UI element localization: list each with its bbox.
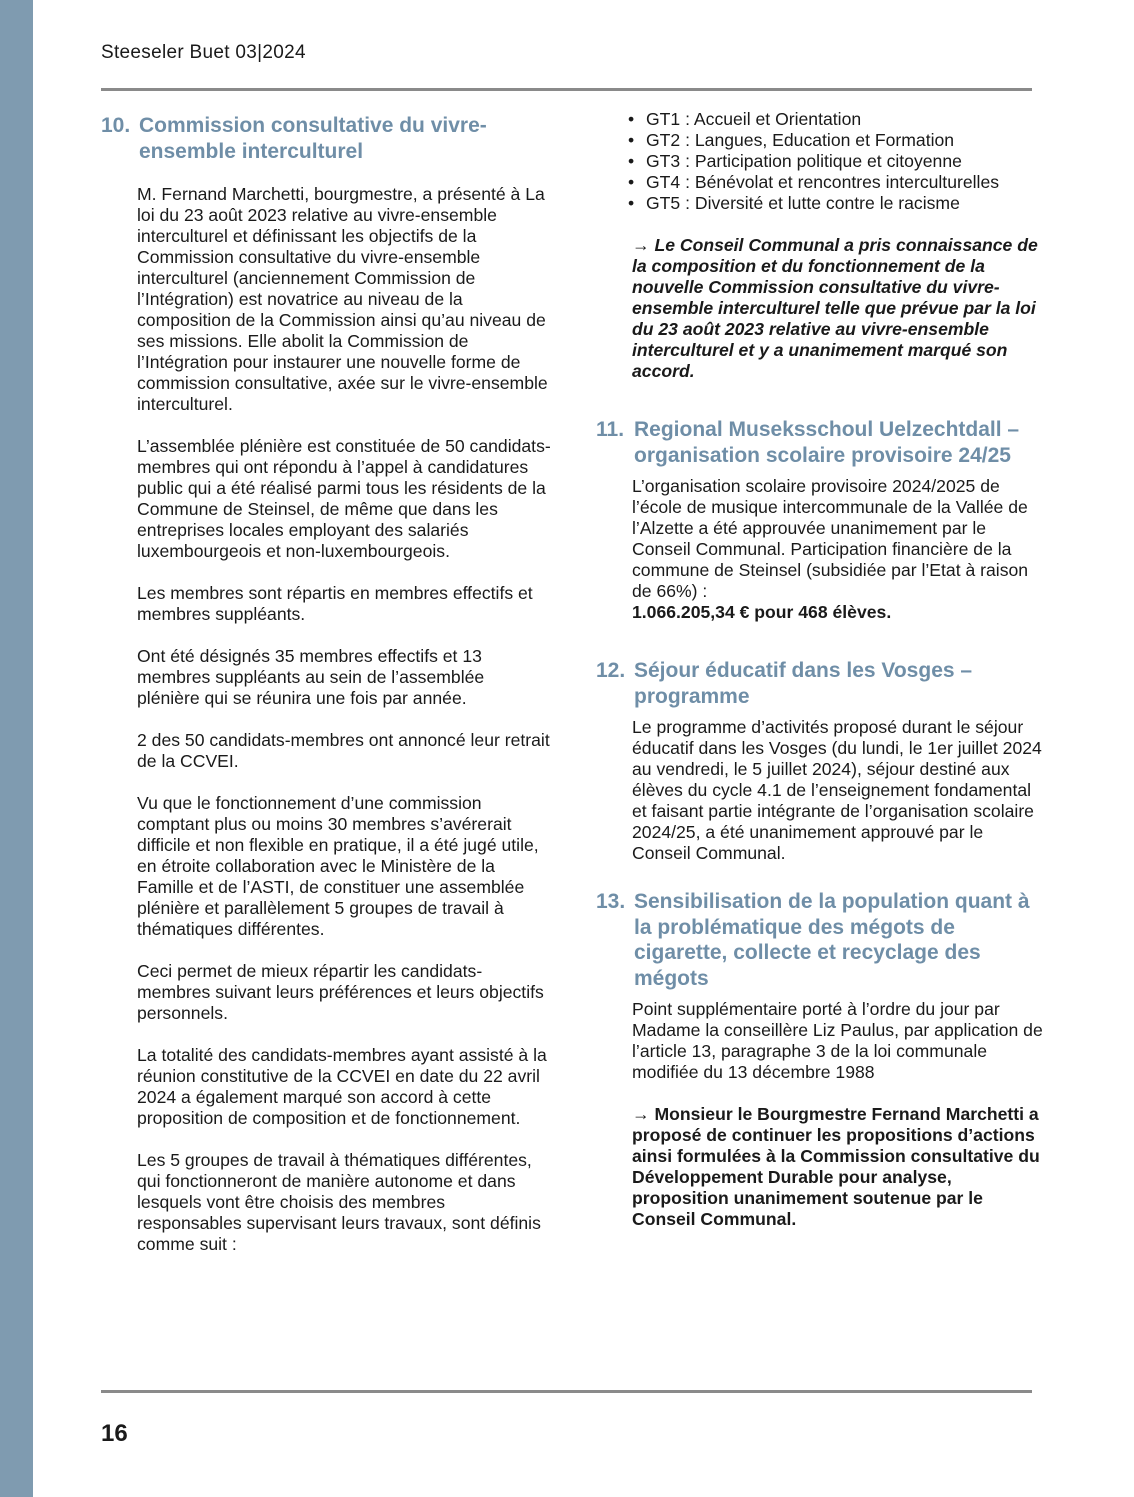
paragraph: Point supplémentaire porté à l’ordre du jour par Madame la conseillère Liz Paulus, par application de l’article 13, paragraphe 3 de la loi communale modifiée du 13 décembre 1988 (632, 999, 1043, 1082)
section-13-body (632, 999, 1046, 1230)
paragraph: La totalité des candidats-membres ayant assisté à la réunion constitutive de la CCVEI en date du 22 avril 2024 a également marqué son accord à cette proposition de composition et de fonctionnement. (137, 1045, 547, 1128)
list-item: • GT5 : Diversité et lutte contre le racisme (628, 193, 1046, 214)
section-11-body (632, 476, 1046, 623)
page-number: 16 (101, 1420, 128, 1447)
section-10-number: 10. (101, 114, 131, 137)
publication-title: Steeseler Buet 03|2024 (101, 42, 306, 63)
list-item: • GT4 : Bénévolat et rencontres interculturelles (628, 172, 1046, 193)
list-item: • GT2 : Langues, Education et Formation (628, 130, 1046, 151)
section-12-number: 12. (596, 659, 626, 682)
section-10-conclusion: → Le Conseil Communal a pris connaissance de la composition et du fonctionnement de la nouvelle Commission consultative du vivre-ensemble interculturel telle que prévue par la loi du 23 août 2023 relative au vivre-ensemble interculturel et y a unanimement marqué son accord. (632, 235, 1038, 381)
section-10-heading (101, 113, 551, 164)
section-10-title: Commission consultative du vivre-ensemble interculturel (139, 114, 487, 163)
footer-divider (101, 1390, 1032, 1393)
header-divider (101, 88, 1032, 91)
paragraph: Ceci permet de mieux répartir les candidats-membres suivant leurs préférences et leurs objectifs personnels. (137, 961, 544, 1023)
paragraph: Les membres sont répartis en membres effectifs et membres suppléants. (137, 583, 533, 624)
section-12-title: Séjour éducatif dans les Vosges – programme (634, 659, 973, 708)
working-groups-list (596, 109, 1046, 214)
paragraph: Le programme d’activités proposé durant le séjour éducatif dans les Vosges (du lundi, le 1er juillet 2024 au vendredi, le 5 juillet 2024), séjour destiné aux élèves du cycle 4.1 de l’enseignement fondamental et faisant partie intégrante de l’organisation scolaire 2024/25, a été unanimement approuvé par le Conseil Communal. (632, 717, 1042, 863)
paragraph: L’assemblée plénière est constituée de 50 candidats-membres qui ont répondu à l’appel à candidatures public qui a été réalisé parmi tous les résidents de la Commune de Steinsel, de même que dans les entreprises locales employant des salariés luxembourgeois et non-luxembourgeois. (137, 436, 551, 561)
list-item: • GT3 : Participation politique et citoyenne (628, 151, 1046, 172)
amount: 1.066.205,34 € pour 468 élèves. (632, 602, 892, 622)
section-13-heading (596, 889, 1046, 991)
section-10-conclusion-block (632, 235, 1046, 382)
section-11-title: Regional Museksschoul Uelzechtdall – organisation scolaire provisoire 24/25 (634, 418, 1020, 467)
paragraph: Vu que le fonctionnement d’une commission comptant plus ou moins 30 membres s’avérerait difficile et non flexible en pratique, il a été jugé utile, en étroite collaboration avec le Ministère de la Famille et de l’ASTI, de constituer une assemblée plénière et parallèlement 5 groupes de travail à thématiques différentes. (137, 793, 539, 939)
paragraph: 2 des 50 candidats-membres ont annoncé leur retrait de la CCVEI. (137, 730, 550, 771)
right-column (596, 109, 1046, 1230)
section-12-heading (596, 658, 1046, 709)
section-11-heading (596, 417, 1046, 468)
left-column (101, 113, 551, 1255)
paragraph: Les 5 groupes de travail à thématiques différentes, qui fonctionneront de manière autonome et dans lesquels vont être choisis des membres responsables supervisant leurs travaux, sont définis comme suit : (137, 1150, 541, 1254)
section-10-body (137, 184, 551, 1255)
list-item: • GT1 : Accueil et Orientation (628, 109, 1046, 130)
section-13-conclusion: → Monsieur le Bourgmestre Fernand Marchetti a proposé de continuer les propositions d’actions ainsi formulées à la Commission consultative du Développement Durable pour analyse, proposition unanimement soutenue par le Conseil Communal. (632, 1104, 1040, 1229)
section-12-body (632, 717, 1046, 864)
paragraph: M. Fernand Marchetti, bourgmestre, a présenté à La loi du 23 août 2023 relative au vivre-ensemble interculturel et définissant les objectifs de la Commission consultative du vivre-ensemble interculturel (anciennement Commission de l’Intégration) est novatrice au niveau de la composition de la Commission ainsi qu’au niveau de ses missions. Elle abolit la Commission de l’Intégration pour instaurer une nouvelle forme de commission consultative, axée sur le vivre-ensemble interculturel. (137, 184, 548, 414)
section-11-number: 11. (596, 418, 625, 441)
section-13-title: Sensibilisation de la population quant à la problématique des mégots de cigarette, collecte et recyclage des mégots (634, 890, 1030, 990)
section-13-number: 13. (596, 890, 626, 913)
side-color-bar (0, 0, 33, 1497)
paragraph: L’organisation scolaire provisoire 2024/2025 de l’école de musique intercommunale de la Vallée de l’Alzette a été approuvée unanimement par le Conseil Communal. Participation financière de la commune de Steinsel (subsidiée par l’Etat à raison de 66%) : (632, 476, 1029, 601)
paragraph: Ont été désignés 35 membres effectifs et 13 membres suppléants au sein de l’assemblée plénière qui se réunira une fois par année. (137, 646, 485, 708)
